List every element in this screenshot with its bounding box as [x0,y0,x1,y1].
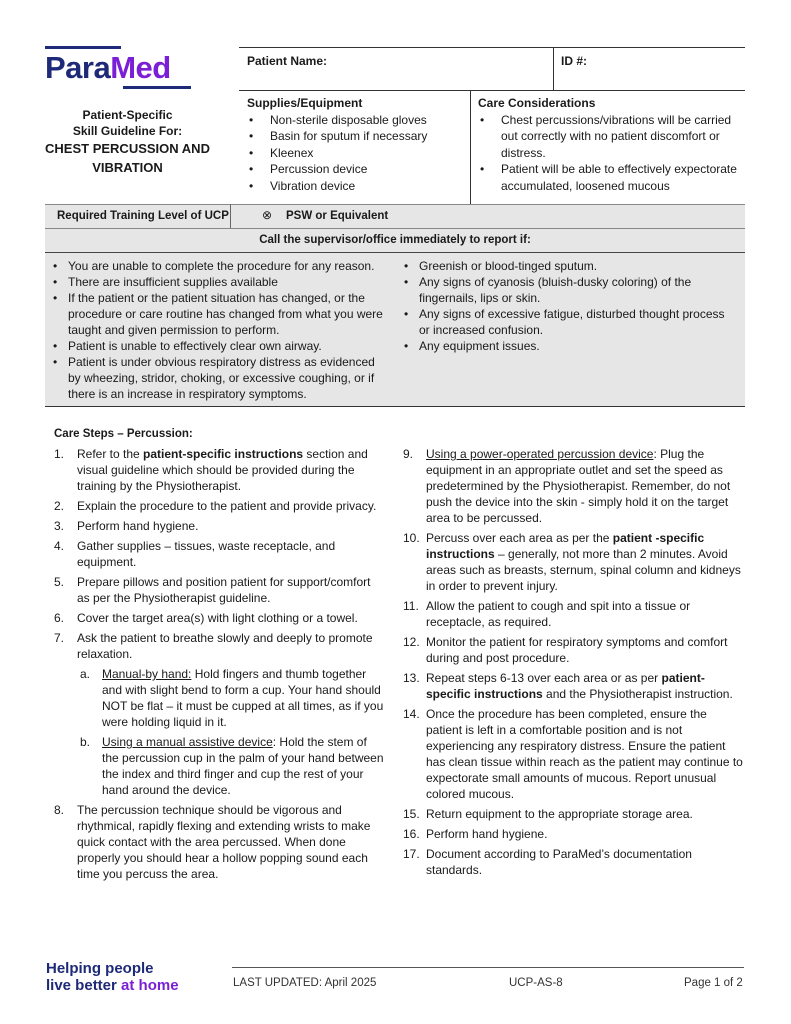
report-item: • Greenish or blood-tinged sputum. [397,258,737,274]
logo-med: Med [110,50,171,85]
last-updated: LAST UPDATED: April 2025 [233,977,377,989]
footer-tagline [46,960,179,994]
tagline-line-2: live better at home [46,977,179,994]
step-item: 15. Return equipment to the appropriate storage area. [403,807,693,821]
document-code: UCP-AS-8 [509,977,563,989]
report-item: • You are unable to complete the procedure for any reason. [46,258,386,274]
footer-divider [232,967,744,968]
training-label: Required Training Level of UCP [57,210,229,222]
report-item: • Any signs of cyanosis (bluish-dusky coloring) of the fingernails, lips or skin. [397,274,737,306]
step-item: 12. Monitor the patient for respiratory symptoms and comfort during and post procedure. [403,635,728,665]
divider [553,47,554,90]
report-heading: Call the supervisor/office immediately to report if: [259,234,531,246]
care-steps-left-column [54,446,384,886]
supply-item: • Basin for sputum if necessary [247,128,469,145]
step-item: 4. Gather supplies – tissues, waste receptacle, and equipment. [54,539,336,569]
step-item: 9. Using a power-operated percussion device: Plug the equipment in an appropriate outlet and set the speed as predetermined by the Physiotherapist. Remember, do not push the device into the skin - simply hold it on the target area to be percussed. [403,447,731,525]
title-line-3: CHEST PERCUSSION AND [45,141,210,156]
divider [239,47,745,48]
logo-bar-bottom [123,86,191,89]
title-line-4: VIBRATION [92,160,163,175]
substep-item: a. Manual-by hand: Hold fingers and thumb together and with slight bend to form a cup. Your hand should NOT be flat – it must be cupped at all times, as if you were holding liquid in it. [80,667,384,729]
supplies-list [247,112,469,195]
step-item: 2. Explain the procedure to the patient and provide privacy. [54,499,377,513]
divider [45,228,745,229]
divider [45,406,745,407]
paramed-logo [45,46,195,90]
id-label: ID #: [561,54,588,68]
divider [230,204,231,228]
step-item: 5. Prepare pillows and position patient for support/comfort as per the Physiotherapist guideline. [54,575,371,605]
page-number: Page 1 of 2 [684,977,743,989]
step-item: 6. Cover the target area(s) with light clothing or a towel. [54,611,358,625]
title-line-1: Patient-Specific [82,108,173,122]
divider [470,90,471,204]
id-field[interactable] [590,52,740,82]
report-item: • Patient is unable to effectively clear own airway. [46,338,386,354]
care-considerations-list [478,112,743,195]
care-considerations-heading: Care Considerations [478,96,596,110]
supplies-section [247,95,469,194]
patient-name-label: Patient Name: [247,54,328,68]
logo-para: Para [45,50,111,85]
step-item: 3. Perform hand hygiene. [54,519,199,533]
training-value: PSW or Equivalent [286,210,389,222]
divider [239,90,745,91]
substep-item: b. Using a manual assistive device: Hold the stem of the percussion cup in the palm of your hand between the index and third finger and cup the rest of your hand around the device. [80,735,384,797]
report-list-left [46,258,386,402]
report-item: • Patient is under obvious respiratory distress as evidenced by wheezing, stridor, choking, or excessive coughing, or if there is an increase in respiratory symptoms. [46,354,386,402]
report-item: • Any equipment issues. [397,338,737,354]
step-item: 16. Perform hand hygiene. [403,827,548,841]
consideration-item: • Chest percussions/vibrations will be carried out correctly with no patient discomfort or distress. [478,112,743,162]
step-item: 14. Once the procedure has been completed, ensure the patient is left in a comfortable position and is not experiencing any respiratory distress. Ensure the patient has clean tissue within reach as the patient may continue to expectorate small amounts of mucous. Report unusual colored mucous. [403,707,743,801]
consideration-item: • Patient will be able to effectively expectorate accumulated, loosened mucous [478,161,743,194]
step-item: 10. Percuss over each area as per the patient -specific instructions – generally, not more than 2 minutes. Avoid areas such as breasts, sternum, spinal column and kidneys in order to prevent injury. [403,531,741,593]
report-list-right [397,258,737,354]
step-item: 13. Repeat steps 6-13 over each area or as per patient-specific instructions and the Physiotherapist instruction. [403,671,733,701]
step-item: 11. Allow the patient to cough and spit into a tissue or receptacle, as required. [403,599,691,629]
supplies-heading: Supplies/Equipment [247,96,363,110]
supply-item: • Non-sterile disposable gloves [247,112,469,129]
tagline-line-1: Helping people [46,960,154,977]
care-steps-right-column [403,446,743,882]
patient-name-field[interactable] [340,52,545,82]
title-line-2: Skill Guideline For: [72,124,183,138]
step-item: 8. The percussion technique should be vigorous and rhythmical, rapidly flexing and extending wrists to make quick contact with the area percussed. When done properly you should hear a hollow popping sound each time you percuss the area. [54,803,371,881]
document-title [40,107,215,177]
report-item: • There are insufficient supplies available [46,274,386,290]
supply-item: • Kleenex [247,145,469,162]
report-item: • Any signs of excessive fatigue, disturbed thought process or increased confusion. [397,306,737,338]
logo-wordmark [45,50,171,86]
circled-x-icon: ⊗ [262,208,273,222]
step-item: 17. Document according to ParaMed’s documentation standards. [403,847,692,877]
care-steps-title: Care Steps – Percussion: [54,428,193,440]
divider [45,204,745,205]
supply-item: • Vibration device [247,178,469,195]
step-item: 1. Refer to the patient-specific instructions section and visual guideline which should be provided during the training by the Physiotherapist. [54,447,368,493]
supply-item: • Percussion device [247,161,469,178]
report-item: • If the patient or the patient situation has changed, or the procedure or care routine has changed from what you were taught and given permission to perform. [46,290,386,338]
step-item: 7. Ask the patient to breathe slowly and deeply to promote relaxation. a. Manual-by hand: Hold fingers and thumb together and with slight bend to form a cup. Your hand should NOT be flat – it must be cupped at all times, as if you were holding liquid in it. b. Using a manual assistive device: Hold the stem of the percussion cup in the palm of your hand between the index and third finger and cup the rest of your hand around the device. [54,631,384,797]
care-considerations-section [478,95,743,194]
logo-bar-top [45,46,121,49]
